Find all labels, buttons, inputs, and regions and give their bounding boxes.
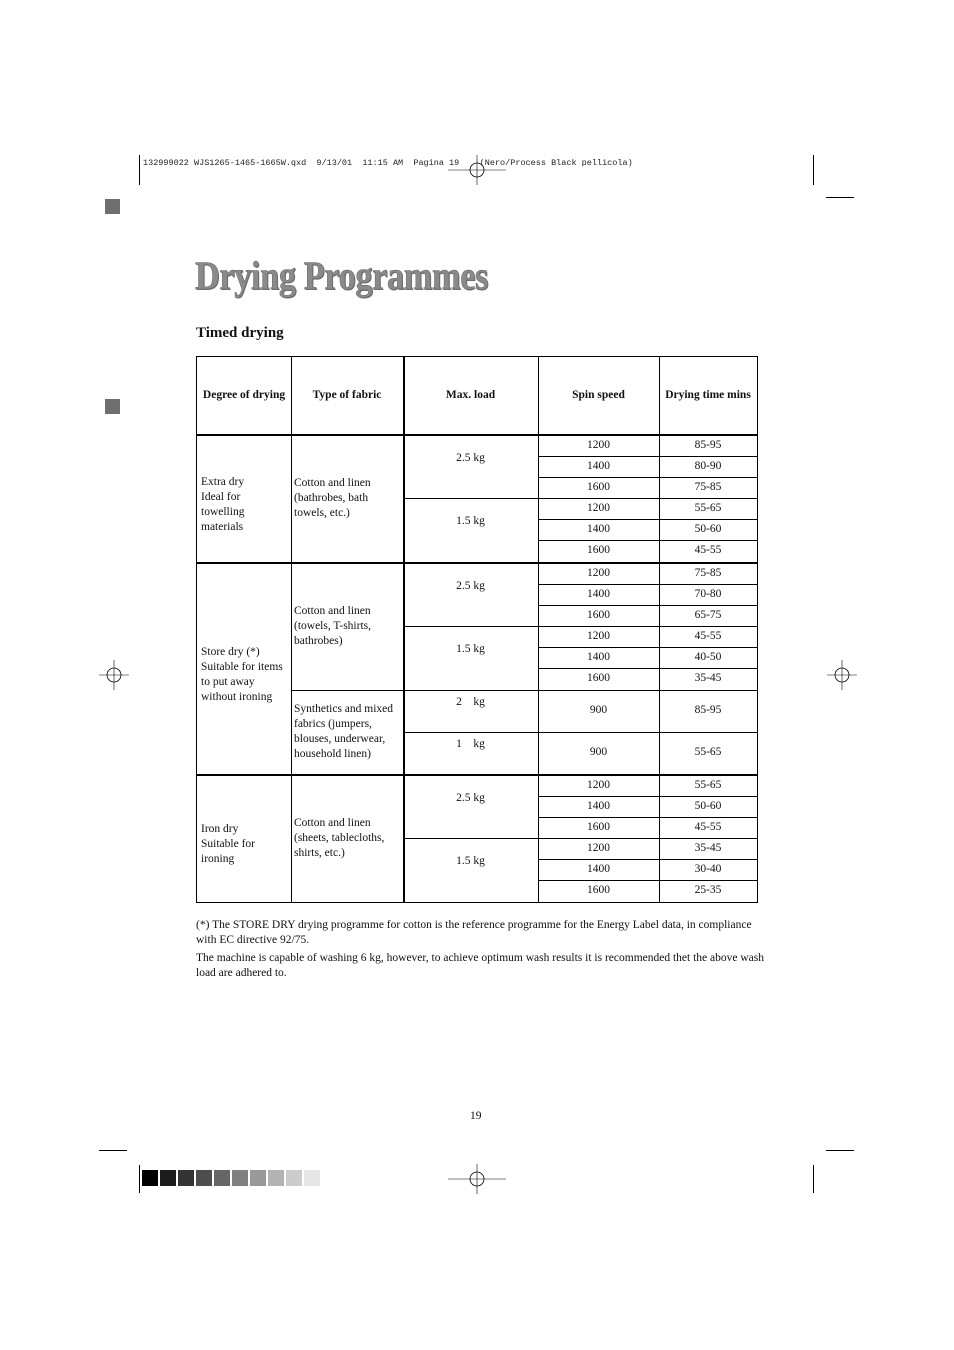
degree-cell-line: Suitable for items (201, 660, 283, 673)
spin-speed-cell: 1600 (587, 820, 610, 833)
spin-speed-cell: 1200 (587, 841, 610, 854)
crop-mark (826, 1150, 854, 1151)
degree-cell-line: Suitable for (201, 838, 255, 850)
footnote-energy-label: (*) The STORE DRY drying programme for cotton is the reference programme for the Energy Label data, in compliance with EC directive 92/75. (196, 919, 752, 946)
drying-time-cell: 85-95 (694, 438, 722, 451)
drying-time-cell: 75-85 (694, 480, 722, 493)
max-load-cell: 1.5 kg (456, 855, 485, 867)
fabric-type-cell-line: household linen) (294, 748, 371, 760)
table-rule (197, 774, 757, 776)
table-rule (403, 357, 405, 902)
spin-speed-cell: 1600 (587, 544, 610, 556)
color-swatch (142, 1170, 158, 1186)
color-swatch (250, 1170, 266, 1186)
degree-cell (201, 645, 287, 705)
spin-speed-cell: 1400 (587, 862, 610, 875)
spin-speed-cell: 1200 (587, 629, 610, 642)
table-rule (403, 838, 757, 839)
degree-cell (201, 475, 287, 535)
section-title: Timed drying (196, 325, 284, 341)
table-rule (538, 584, 757, 585)
fabric-type-cell-line: bathrobes) (294, 635, 343, 647)
table-rule (538, 796, 757, 797)
print-slug: 132999022 WJS1265-1465-1665W.qxd 9/13/01 11:15 AM Pagina 19 (Nero/Process Black pellicola) (143, 158, 633, 168)
table-rule (291, 690, 757, 691)
spin-speed-cell: 1200 (587, 778, 610, 791)
drying-time-cell: 55-65 (694, 501, 722, 514)
color-swatch (286, 1170, 302, 1186)
header-time: Drying time mins (665, 388, 751, 401)
crop-mark (813, 1165, 814, 1193)
header-degree: Degree of drying (202, 388, 286, 401)
max-load-cell: 2.5 kg (456, 451, 485, 464)
fabric-type-cell-line: (bathrobes, bath (294, 492, 369, 504)
drying-time-cell: 40-50 (694, 650, 722, 663)
degree-cell-line: ironing (201, 853, 235, 865)
spin-speed-cell: 1400 (587, 522, 610, 535)
degree-cell-line: without ironing (201, 690, 273, 703)
crop-mark (139, 155, 140, 185)
drying-time-cell: 65-75 (694, 608, 722, 621)
degree-cell-line: Extra dry (201, 475, 245, 488)
registration-mark-icon (448, 1164, 506, 1194)
drying-time-cell: 35-45 (694, 672, 722, 684)
fabric-type-cell (294, 604, 400, 649)
fabric-type-cell-line: towels, etc.) (294, 507, 350, 519)
table-rule (403, 626, 757, 627)
max-load-cell: 2.5 kg (456, 791, 485, 804)
fabric-type-cell (294, 476, 400, 521)
crop-mark (99, 1150, 127, 1151)
drying-time-cell: 55-65 (694, 746, 722, 758)
drying-time-cell: 30-40 (694, 862, 722, 875)
fabric-type-cell-line: (sheets, tablecloths, (294, 832, 385, 844)
fabric-type-cell-line: Cotton and linen (294, 605, 371, 617)
degree-cell-line: materials (201, 520, 244, 533)
fabric-type-cell (294, 816, 400, 861)
color-swatch (196, 1170, 212, 1186)
table-rule (538, 859, 757, 860)
drying-time-cell: 35-45 (694, 841, 722, 854)
table-rule (538, 605, 757, 606)
table-rule (538, 817, 757, 818)
crop-mark (826, 197, 854, 198)
table-rule (538, 456, 757, 457)
fabric-type-cell-line: Cotton and linen (294, 477, 371, 489)
table-rule (291, 357, 292, 902)
color-swatch (268, 1170, 284, 1186)
header-fabric: Type of fabric (312, 388, 382, 401)
color-swatch (178, 1170, 194, 1186)
max-load-cell: 1.5 kg (456, 643, 485, 655)
drying-time-cell: 50-60 (694, 522, 722, 535)
margin-marker (105, 399, 120, 414)
drying-time-cell: 45-55 (694, 820, 722, 833)
drying-time-cell: 25-35 (694, 884, 722, 896)
page-title: Drying Programmes (195, 253, 488, 298)
table-rule (197, 434, 757, 436)
table-rule (403, 498, 757, 499)
fabric-type-cell-line: fabrics (jumpers, (294, 718, 372, 730)
header-spin: Spin speed (572, 388, 625, 401)
degree-cell-line: towelling (201, 505, 245, 518)
table-rule (538, 647, 757, 648)
degree-cell-line: to put away (201, 675, 255, 688)
degree-cell-line: Ideal for (201, 490, 241, 503)
footnote-wash-load: The machine is capable of washing 6 kg, however, to achieve optimum wash results it is recommended thet the above wash load are adhered to. (196, 952, 764, 979)
fabric-type-cell (294, 702, 400, 762)
page-number: 19 (470, 1110, 482, 1122)
crop-mark (813, 155, 814, 185)
drying-time-cell: 50-60 (694, 799, 722, 812)
drying-time-cell: 75-85 (694, 566, 722, 579)
spin-speed-cell: 1400 (587, 650, 610, 663)
fabric-type-cell-line: blouses, underwear, (294, 733, 386, 745)
spin-speed-cell: 1600 (587, 672, 610, 684)
fabric-type-cell-line: Synthetics and mixed (294, 703, 394, 715)
spin-speed-cell: 1400 (587, 799, 610, 812)
registration-mark-icon (827, 660, 857, 690)
spin-speed-cell: 1200 (587, 438, 610, 451)
header-load: Max. load (445, 388, 496, 401)
table-rule (538, 540, 757, 541)
spin-speed-cell: 1200 (587, 566, 610, 579)
spin-speed-cell: 1600 (587, 480, 610, 493)
drying-time-cell: 70-80 (694, 587, 722, 600)
spin-speed-cell: 1600 (587, 884, 610, 896)
registration-mark-icon (448, 155, 506, 185)
spin-speed-cell: 900 (589, 746, 608, 758)
fabric-type-cell-line: shirts, etc.) (294, 847, 345, 859)
table-rule (538, 668, 757, 669)
drying-time-cell: 45-55 (694, 544, 722, 556)
crop-mark (139, 1165, 140, 1193)
color-swatch (160, 1170, 176, 1186)
degree-cell-line: Store dry (*) (201, 645, 260, 658)
max-load-cell: 1.5 kg (456, 515, 485, 527)
table-rule (538, 519, 757, 520)
degree-cell (201, 822, 287, 867)
spin-speed-cell: 900 (589, 704, 608, 716)
table-rule (197, 562, 757, 564)
drying-time-cell: 55-65 (694, 778, 722, 791)
color-swatch (214, 1170, 230, 1186)
table-rule (538, 477, 757, 478)
fabric-type-cell-line: (towels, T-shirts, (294, 620, 371, 632)
spin-speed-cell: 1400 (587, 587, 610, 600)
max-load-cell: 2.5 kg (456, 579, 485, 592)
spin-speed-cell: 1200 (587, 501, 610, 514)
drying-time-cell: 80-90 (694, 459, 722, 472)
color-swatch (304, 1170, 320, 1186)
registration-mark-icon (99, 660, 129, 690)
drying-time-cell: 85-95 (694, 704, 722, 716)
max-load-cell: 2 kg (456, 696, 485, 708)
degree-cell-line: Iron dry (201, 823, 239, 835)
table-rule (403, 732, 757, 733)
max-load-cell: 1 kg (456, 738, 485, 750)
drying-table (196, 356, 758, 903)
drying-time-cell: 45-55 (694, 629, 722, 642)
spin-speed-cell: 1600 (587, 608, 610, 621)
fabric-type-cell-line: Cotton and linen (294, 817, 371, 829)
table-rule (538, 880, 757, 881)
spin-speed-cell: 1400 (587, 459, 610, 472)
margin-marker (105, 199, 120, 214)
color-swatch (232, 1170, 248, 1186)
